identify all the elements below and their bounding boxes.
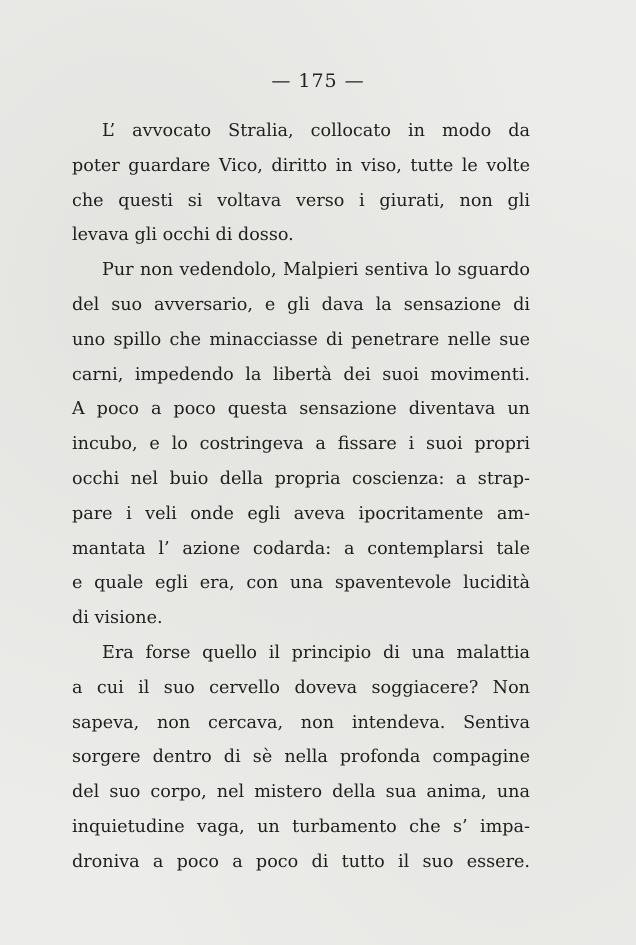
- text-line: mantata l’ azione codarda: a contemplarsi tale: [72, 538, 530, 559]
- paragraph-2: [72, 253, 530, 636]
- text-line: che questi si voltava verso i giurati, non gli: [72, 190, 530, 211]
- text-line: inquietudine vaga, un turbamento che s’ impa-: [72, 816, 530, 837]
- text-line: Pur non vedendolo, Malpieri sentiva lo sguardo: [102, 260, 530, 281]
- text-line: carni, impedendo la libertà dei suoi movimenti.: [72, 364, 530, 385]
- body-text: [72, 114, 530, 880]
- page-number: — 175 —: [271, 70, 365, 92]
- text-line: sorgere dentro di sè nella profonda compagine: [72, 747, 530, 768]
- text-line: a cui il suo cervello doveva soggiacere? Non: [72, 677, 530, 698]
- text-line: A poco a poco questa sensazione diventava un: [72, 399, 530, 420]
- text-line: sapeva, non cercava, non intendeva. Sentiva: [72, 712, 530, 733]
- text-line: L’ avvocato Stralia, collocato in modo da: [102, 121, 530, 141]
- text-line: droniva a poco a poco di tutto il suo essere.: [72, 851, 530, 872]
- text-line: incubo, e lo costringeva a fissare i suoi propri: [72, 434, 530, 455]
- paragraph-3: [72, 636, 530, 880]
- text-line: levava gli occhi di dosso.: [72, 225, 294, 246]
- text-line: poter guardare Vico, diritto in viso, tutte le volte: [72, 155, 530, 176]
- text-line: di visione.: [72, 608, 163, 629]
- text-line: e quale egli era, con una spaventevole lucidità: [72, 573, 530, 594]
- text-line: occhi nel buio della propria coscienza: a strap-: [72, 468, 530, 489]
- text-line: del suo corpo, nel mistero della sua anima, una: [72, 782, 530, 803]
- text-line: Era forse quello il principio di una malattia: [102, 642, 530, 663]
- text-line: pare i veli onde egli aveva ipocritamente am-: [72, 503, 530, 524]
- paragraph-1: [72, 114, 530, 253]
- text-line: del suo avversario, e gli dava la sensazione di: [72, 294, 530, 315]
- text-line: uno spillo che minacciasse di penetrare nelle sue: [72, 329, 530, 350]
